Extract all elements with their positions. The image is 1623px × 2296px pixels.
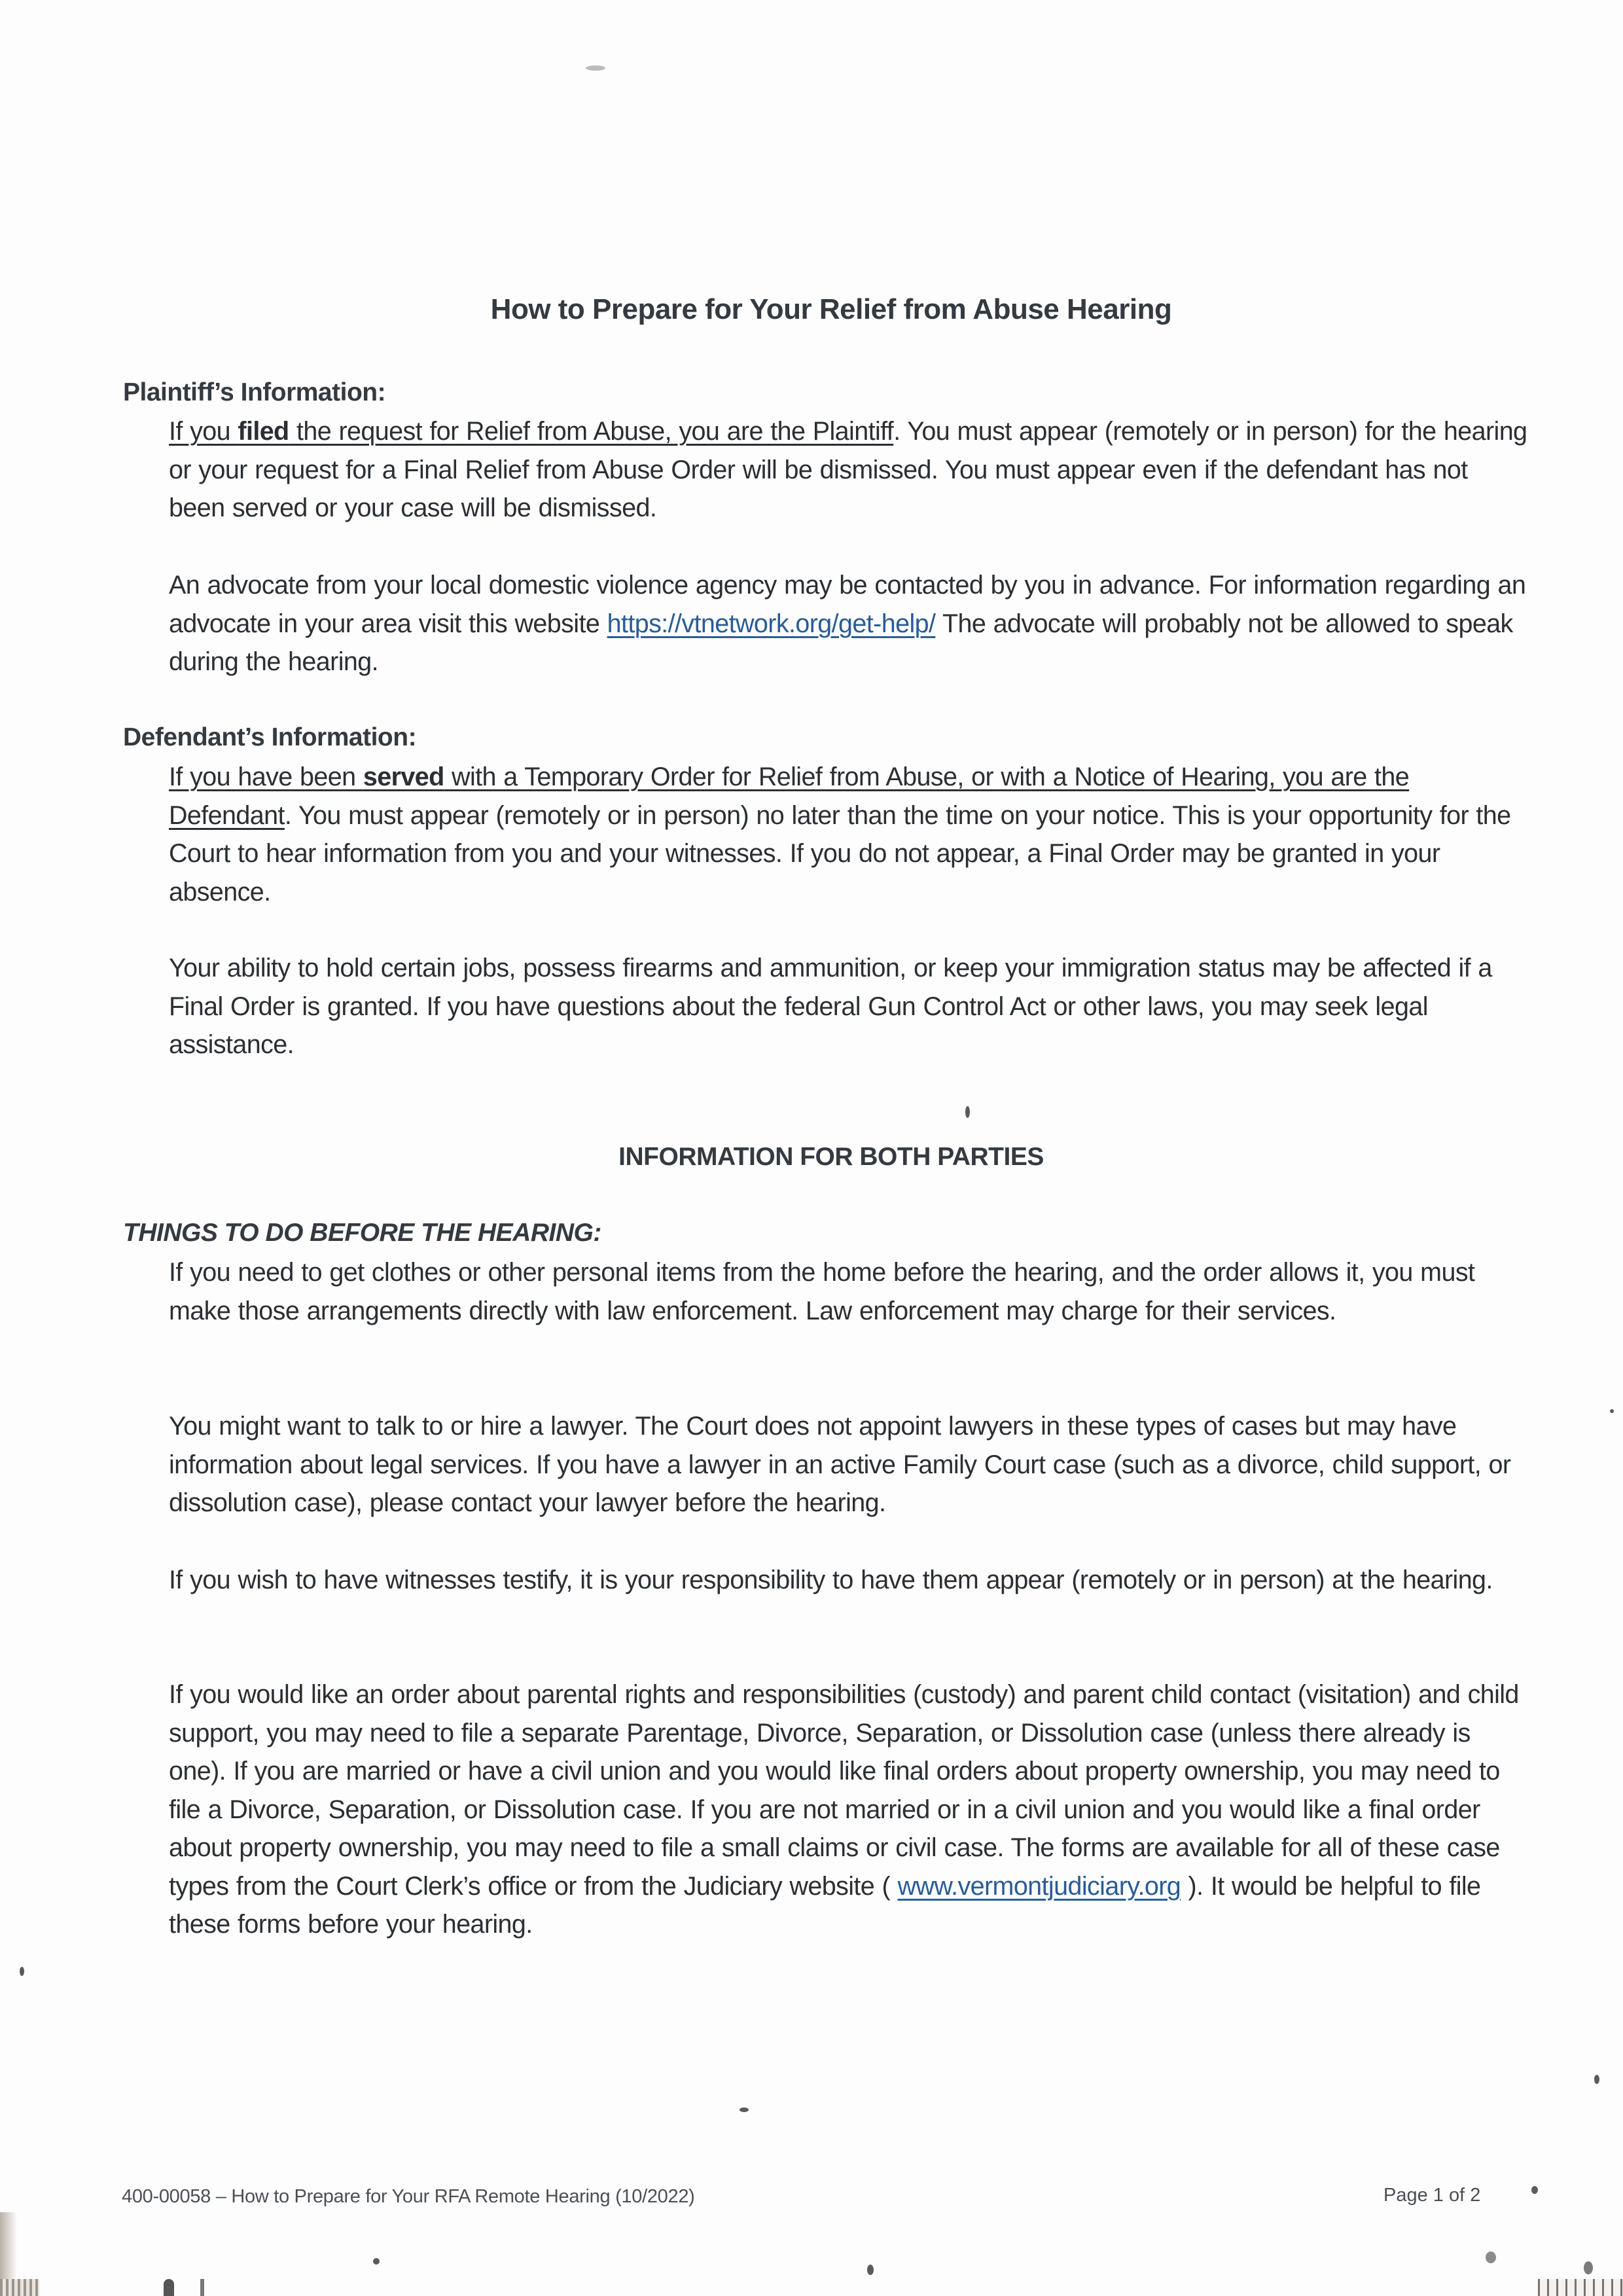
plaintiff-paragraph-1: If you filed the request for Relief from Abuse, you are the Plaintiff. You must appear (remotely or in person) for the hearing or your request for a Final Relief from Abuse Order will be dismissed. You must appear even if the defendant has not been served or your case will be dismissed.	[169, 417, 1527, 522]
scan-speck	[1594, 2075, 1599, 2084]
both-parties-paragraph-3: If you wish to have witnesses testify, it is your responsibility to have them appear (remotely or in person) at the hearing.	[169, 1566, 1493, 1594]
scan-speck	[20, 1967, 24, 1976]
vermontjudiciary-link[interactable]: www.vermontjudiciary.org	[897, 1871, 1181, 1901]
plaintiff-underlined-text: If you filed the request for Relief from Abuse, you are the Plaintiff	[169, 417, 894, 446]
scan-speck	[867, 2265, 874, 2275]
page-title: How to Prepare for Your Relief from Abuse Hearing	[490, 293, 1172, 325]
plaintiff-heading: Plaintiff’s Information:	[123, 378, 386, 406]
defendant-underlined-text: If you have been served with a Temporary Order for Relief from Abuse, or with a Notice of Hearing, you are the Defendant	[169, 762, 1410, 830]
defendant-paragraph-1: If you have been served with a Temporary Order for Relief from Abuse, or with a Notice of Hearing, you are the Defendant. You must appear (remotely or in person) no later than the time on your notice. This is your opportunity for the Court to hear information from you and your witnesses. If you do not appear, a Final Order may be granted in your absence.	[169, 762, 1511, 906]
vtnetwork-link[interactable]: https://vtnetwork.org/get-help/	[607, 609, 936, 638]
scan-speck	[965, 1106, 970, 1118]
scan-bottom-edge	[200, 2279, 204, 2296]
scan-speck	[740, 2108, 749, 2112]
scan-speck	[1584, 2261, 1593, 2274]
scan-speck	[373, 2258, 380, 2265]
both-parties-paragraph-4: If you would like an order about parental rights and responsibilities (custody) and parent child contact (visitation) and child support, you may need to file a separate Parentage, Divorce, Separation, or Dissolution case (unless there already is one). If you are married or have a civil union and you would like final orders about property ownership, you may need to file a Divorce, Separation, or Dissolution case. If you are not married or in a civil union and you would like a final order about property ownership, you may need to file a small claims or civil case. The forms are available for all of these case types from the Court Clerk’s office or from the Judiciary website ( www.vermontjudiciary.org ). It would be helpful to file these forms before your hearing.	[169, 1680, 1519, 1939]
both-parties-paragraph-2: You might want to talk to or hire a lawyer. The Court does not appoint lawyers in these types of cases but may have information about legal services. If you have a lawyer in an active Family Court case (such as a divorce, child support, or dissolution case), please contact your lawyer before the hearing.	[169, 1412, 1511, 1517]
scan-speck	[1610, 1409, 1614, 1413]
scan-bottom-edge	[164, 2279, 174, 2296]
scan-speck	[1486, 2251, 1496, 2263]
things-to-do-heading: THINGS TO DO BEFORE THE HEARING:	[123, 1219, 601, 1247]
plaintiff-paragraph-2: An advocate from your local domestic violence agency may be contacted by you in advance. For information regarding an advocate in your area visit this website https://vtnetwork.org/get-help/ The advocate will probably not be allowed to speak during the hearing.	[169, 571, 1526, 676]
footer-form-id: 400-00058 – How to Prepare for Your RFA Remote Hearing (10/2022)	[122, 2186, 695, 2207]
defendant-heading: Defendant’s Information:	[123, 723, 417, 751]
defendant-paragraph-2: Your ability to hold certain jobs, possess firearms and ammunition, or keep your immigration status may be affected if a Final Order is granted. If you have questions about the federal Gun Control Act or other laws, you may seek legal assistance.	[169, 954, 1492, 1059]
scan-bottom-edge	[0, 2279, 39, 2296]
scan-bottom-edge	[1538, 2279, 1623, 2296]
scan-speck	[586, 65, 605, 71]
both-parties-heading: INFORMATION FOR BOTH PARTIES	[618, 1143, 1044, 1171]
both-parties-paragraph-1: If you need to get clothes or other personal items from the home before the hearing, and the order allows it, you must make those arrangements directly with law enforcement. Law enforcement may charge for their services.	[169, 1258, 1475, 1325]
scan-speck	[1531, 2186, 1538, 2194]
footer-page-number: Page 1 of 2	[1383, 2185, 1481, 2206]
